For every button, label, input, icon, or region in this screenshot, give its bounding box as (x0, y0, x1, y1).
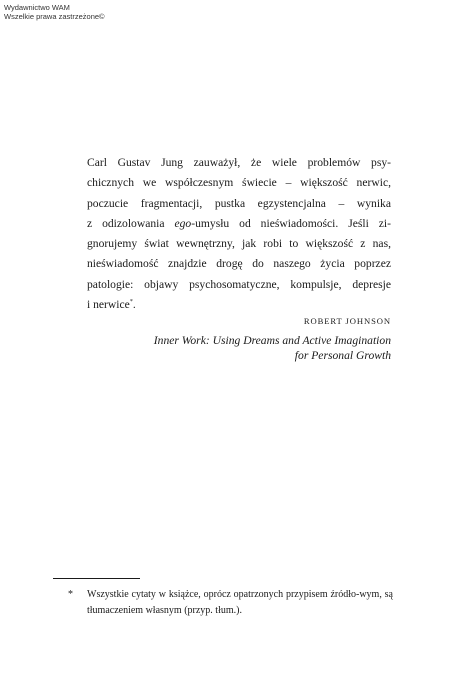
quote-line: i nerwice*. (87, 298, 136, 312)
quote-text: i nerwice (87, 298, 130, 312)
quote-line: chicznych we współczesnym świecie – większość nerwic, (87, 176, 391, 190)
footnote (68, 587, 393, 619)
quote-line: Carl Gustav Jung zauważył, że wiele problemów psy- (87, 156, 391, 169)
quote-author: ROBERT JOHNSON (303, 316, 391, 326)
epigraph-quote (87, 153, 391, 315)
footnote-mark: * (68, 589, 73, 600)
quote-text: z odizolowania (87, 216, 175, 230)
quote-source (91, 333, 391, 363)
publisher-name: Wydawnictwo WAM (4, 3, 70, 12)
quote-line: patologie: objawy psychosomatyczne, kompulsje, depresje (87, 277, 391, 291)
quote-text: -umysłu od nieświadomości. Jeśli zi- (191, 216, 391, 230)
quote-line: gnorujemy świat wewnętrzny, jak robi to większość z nas, (87, 237, 391, 251)
source-title-line: for Personal Growth (294, 349, 391, 362)
publisher-header (4, 3, 105, 21)
source-title-line: Inner Work: Using Dreams and Active Imagination (153, 334, 391, 347)
copyright-notice: Wszelkie prawa zastrzeżone© (4, 12, 105, 21)
footnote-text: Wszystkie cytaty w książce, oprócz opatrzonych przypisem źródło-wym, są tłumaczeniem własnym (przyp. tłum.). (87, 589, 393, 616)
quote-line: nieświadomość znajdzie drogę do naszego życia poprzez (87, 257, 391, 271)
footnote-divider (53, 578, 140, 579)
quote-emphasis: ego (174, 216, 192, 230)
quote-line: poczucie fragmentacji, pustka egzystencjalna – wynika (87, 196, 391, 210)
footnote-reference: * (129, 299, 133, 306)
quote-line (87, 214, 391, 234)
